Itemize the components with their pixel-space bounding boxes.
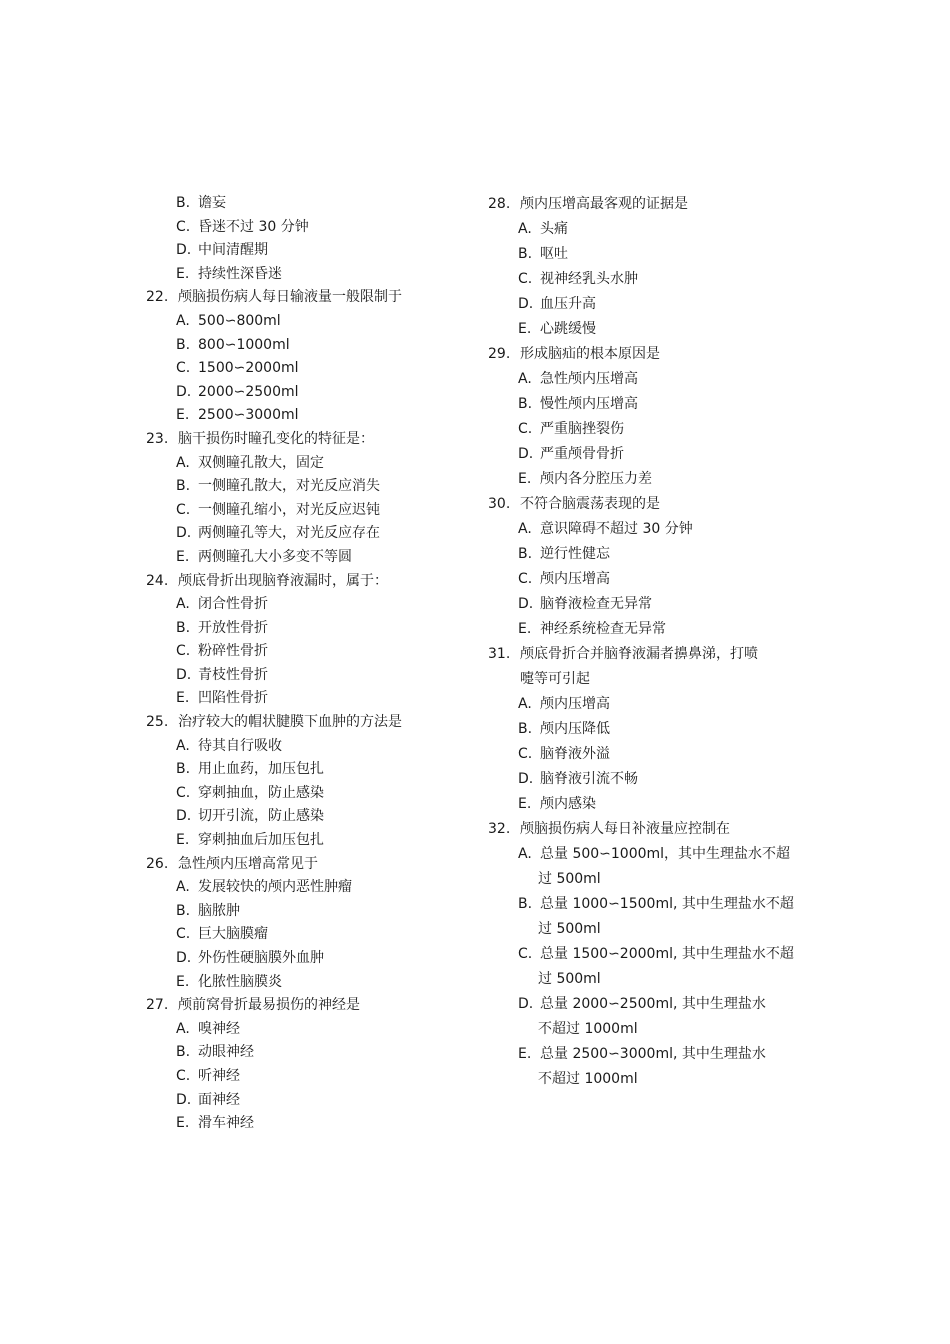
answer-option bbox=[146, 522, 466, 546]
option-letter: B. bbox=[176, 761, 191, 778]
question-number: 30. bbox=[488, 496, 511, 512]
answer-option bbox=[488, 792, 808, 817]
question-stem bbox=[488, 492, 808, 517]
question-text: 不符合脑震荡表现的是 bbox=[520, 496, 660, 512]
answer-option bbox=[146, 1041, 466, 1065]
option-letter: E. bbox=[518, 321, 532, 337]
answer-option bbox=[146, 216, 466, 240]
option-text: 滑车神经 bbox=[198, 1115, 254, 1132]
question-stem bbox=[146, 994, 466, 1018]
answer-option bbox=[146, 971, 466, 995]
option-text: 颅内各分腔压力差 bbox=[540, 471, 652, 487]
question-text: 颅内压增高最客观的证据是 bbox=[520, 196, 688, 212]
answer-option bbox=[146, 782, 466, 806]
option-letter: C. bbox=[176, 501, 191, 518]
answer-option bbox=[488, 317, 808, 342]
answer-option bbox=[488, 267, 808, 292]
option-letter: A. bbox=[176, 879, 190, 896]
option-text: 面神经 bbox=[198, 1091, 240, 1108]
question-number: 32. bbox=[488, 821, 511, 837]
option-letter: D. bbox=[518, 996, 534, 1012]
question-text: 形成脑疝的根本原因是 bbox=[520, 346, 660, 362]
option-text: 切开引流，防止感染 bbox=[198, 808, 324, 825]
answer-option bbox=[488, 592, 808, 617]
option-text: 谵妄 bbox=[198, 195, 226, 211]
answer-option bbox=[146, 593, 466, 617]
option-text: 粉碎性骨折 bbox=[198, 643, 268, 660]
option-text: 急性颅内压增高 bbox=[540, 371, 638, 387]
option-text: 脑脓肿 bbox=[198, 902, 240, 919]
answer-option bbox=[146, 475, 466, 499]
option-text: 2500∽3000ml bbox=[198, 407, 299, 424]
option-letter: E. bbox=[176, 690, 190, 707]
answer-option bbox=[488, 1042, 808, 1067]
option-text: 外伤性硬脑膜外血肿 bbox=[198, 950, 324, 966]
answer-option bbox=[488, 992, 808, 1017]
option-letter: D. bbox=[518, 771, 534, 787]
answer-option bbox=[488, 517, 808, 542]
question-text-continuation: 嚏等可引起 bbox=[520, 671, 590, 687]
option-letter: A. bbox=[518, 221, 532, 237]
option-letter: A. bbox=[176, 1020, 190, 1037]
question-text: 急性颅内压增高常见于 bbox=[178, 855, 318, 872]
option-letter: C. bbox=[518, 571, 533, 587]
answer-option bbox=[146, 876, 466, 900]
option-letter: D. bbox=[176, 525, 192, 542]
left-column bbox=[146, 192, 466, 1136]
answer-option bbox=[146, 829, 466, 853]
option-letter: E. bbox=[176, 973, 190, 990]
option-letter: E. bbox=[518, 796, 532, 812]
option-text: 严重颅骨骨折 bbox=[540, 446, 624, 462]
question-number: 23. bbox=[146, 430, 169, 447]
option-text: 中间清醒期 bbox=[198, 242, 268, 259]
answer-option bbox=[488, 892, 808, 917]
answer-option bbox=[146, 805, 466, 829]
question-number: 28. bbox=[488, 196, 511, 212]
option-letter: E. bbox=[518, 471, 532, 487]
answer-option bbox=[146, 334, 466, 358]
question-text: 颅底骨折合并脑脊液漏者擤鼻涕，打喷 bbox=[520, 646, 758, 662]
option-letter: A. bbox=[518, 371, 532, 387]
option-letter: A. bbox=[176, 312, 190, 329]
question-number: 25. bbox=[146, 714, 169, 731]
option-text: 严重脑挫裂伤 bbox=[540, 421, 624, 437]
option-letter: E. bbox=[176, 1115, 190, 1132]
answer-option bbox=[488, 467, 808, 492]
option-text: 颅内压降低 bbox=[540, 721, 610, 737]
option-letter: C. bbox=[176, 218, 191, 235]
question-text: 颅脑损伤病人每日补液量应控制在 bbox=[520, 821, 730, 837]
option-text: 2000∽2500ml bbox=[198, 383, 299, 400]
option-text: 双侧瞳孔散大，固定 bbox=[198, 454, 324, 471]
option-text: 脑脊液检查无异常 bbox=[540, 596, 652, 612]
question-stem bbox=[488, 342, 808, 367]
answer-option bbox=[488, 942, 808, 967]
question-stem bbox=[488, 817, 808, 842]
answer-option bbox=[488, 717, 808, 742]
question-stem bbox=[146, 428, 466, 452]
answer-option bbox=[488, 242, 808, 267]
question-text: 治疗较大的帽状腱膜下血肿的方法是 bbox=[178, 714, 402, 731]
answer-option bbox=[146, 1018, 466, 1042]
answer-option bbox=[146, 1089, 466, 1113]
option-text: 总量 1500∽2000ml, 其中生理盐水不超 bbox=[540, 946, 794, 962]
option-letter: D. bbox=[518, 446, 534, 462]
option-text-continuation: 过 500ml bbox=[538, 871, 601, 887]
option-letter: A. bbox=[176, 454, 190, 471]
question-stem bbox=[146, 853, 466, 877]
option-text: 穿刺抽血，防止感染 bbox=[198, 784, 324, 801]
option-text: 化脓性脑膜炎 bbox=[198, 973, 282, 990]
option-text: 视神经乳头水肿 bbox=[540, 271, 638, 287]
option-text: 脑脊液外溢 bbox=[540, 746, 610, 762]
option-letter: B. bbox=[176, 478, 191, 495]
option-letter: C. bbox=[518, 746, 533, 762]
option-text: 开放性骨折 bbox=[198, 619, 268, 636]
option-letter: C. bbox=[176, 360, 191, 377]
option-text: 用止血药，加压包扎 bbox=[198, 761, 324, 778]
option-text: 血压升高 bbox=[540, 296, 596, 312]
option-text-continuation: 过 500ml bbox=[538, 971, 601, 987]
option-letter: B. bbox=[518, 396, 533, 412]
option-text: 发展较快的颅内恶性肿瘤 bbox=[198, 879, 352, 896]
answer-option bbox=[146, 1065, 466, 1089]
option-letter: C. bbox=[176, 643, 191, 660]
question-stem bbox=[488, 642, 808, 667]
option-text: 总量 500∽1000ml，其中生理盐水不超 bbox=[540, 846, 791, 862]
option-text: 听神经 bbox=[198, 1067, 240, 1084]
answer-option bbox=[488, 617, 808, 642]
answer-option bbox=[488, 367, 808, 392]
option-text: 凹陷性骨折 bbox=[198, 690, 268, 707]
option-letter: D. bbox=[176, 666, 192, 683]
option-text: 呕吐 bbox=[540, 246, 568, 262]
question-number: 31. bbox=[488, 646, 511, 662]
option-text-continuation: 不超过 1000ml bbox=[538, 1021, 638, 1037]
option-text: 颅内压增高 bbox=[540, 571, 610, 587]
option-letter: C. bbox=[176, 926, 191, 943]
answer-option bbox=[488, 692, 808, 717]
answer-option bbox=[146, 1112, 466, 1136]
answer-option bbox=[488, 217, 808, 242]
option-text: 嗅神经 bbox=[198, 1020, 240, 1037]
option-letter: A. bbox=[518, 521, 532, 537]
answer-option bbox=[146, 239, 466, 263]
option-text: 1500∽2000ml bbox=[198, 360, 299, 377]
right-column bbox=[488, 192, 808, 1092]
option-letter: B. bbox=[176, 195, 191, 211]
option-letter: C. bbox=[518, 421, 533, 437]
option-text: 神经系统检查无异常 bbox=[540, 621, 666, 637]
answer-option bbox=[488, 292, 808, 317]
question-number: 22. bbox=[146, 289, 169, 306]
option-text: 意识障碍不超过 30 分钟 bbox=[540, 521, 693, 537]
answer-option bbox=[488, 742, 808, 767]
question-text: 颅前窝骨折最易损伤的神经是 bbox=[178, 997, 360, 1014]
option-letter: E. bbox=[518, 621, 532, 637]
question-number: 29. bbox=[488, 346, 511, 362]
option-text: 心跳缓慢 bbox=[540, 321, 596, 337]
option-text: 头痛 bbox=[540, 221, 568, 237]
option-letter: A. bbox=[176, 596, 190, 613]
option-letter: E. bbox=[176, 407, 190, 424]
answer-option bbox=[146, 546, 466, 570]
option-letter: C. bbox=[518, 946, 533, 962]
option-letter: C. bbox=[176, 784, 191, 801]
question-number: 26. bbox=[146, 855, 169, 872]
answer-option bbox=[146, 617, 466, 641]
answer-option bbox=[146, 381, 466, 405]
answer-option bbox=[146, 357, 466, 381]
option-letter: C. bbox=[176, 1067, 191, 1084]
answer-option bbox=[146, 947, 466, 971]
answer-option bbox=[146, 687, 466, 711]
answer-option bbox=[146, 758, 466, 782]
answer-option bbox=[146, 735, 466, 759]
answer-option bbox=[146, 664, 466, 688]
answer-option bbox=[488, 842, 808, 867]
answer-option bbox=[146, 452, 466, 476]
option-letter: B. bbox=[518, 246, 533, 262]
option-letter: D. bbox=[176, 242, 192, 259]
option-letter: D. bbox=[176, 1091, 192, 1108]
answer-option bbox=[146, 404, 466, 428]
option-text: 闭合性骨折 bbox=[198, 596, 268, 613]
question-stem bbox=[488, 192, 808, 217]
option-text: 逆行性健忘 bbox=[540, 546, 610, 562]
option-text: 巨大脑膜瘤 bbox=[198, 926, 268, 943]
question-stem bbox=[146, 711, 466, 735]
option-letter: E. bbox=[518, 1046, 532, 1062]
answer-option bbox=[146, 640, 466, 664]
option-letter: E. bbox=[176, 265, 190, 282]
answer-option bbox=[488, 767, 808, 792]
option-letter: B. bbox=[518, 546, 533, 562]
answer-option bbox=[146, 192, 466, 216]
option-letter: D. bbox=[518, 296, 534, 312]
option-text: 颅内压增高 bbox=[540, 696, 610, 712]
option-letter: A. bbox=[518, 696, 532, 712]
option-text: 青枝性骨折 bbox=[198, 666, 268, 683]
question-text: 颅底骨折出现脑脊液漏时，属于： bbox=[178, 572, 388, 589]
option-text: 总量 1000∽1500ml, 其中生理盐水不超 bbox=[540, 896, 794, 912]
option-text: 500∽800ml bbox=[198, 312, 281, 329]
answer-option bbox=[488, 417, 808, 442]
option-letter: D. bbox=[518, 596, 534, 612]
option-text: 待其自行吸收 bbox=[198, 737, 282, 754]
answer-option bbox=[488, 567, 808, 592]
option-text: 一侧瞳孔散大，对光反应消失 bbox=[198, 478, 380, 495]
option-letter: B. bbox=[176, 619, 191, 636]
answer-option bbox=[146, 499, 466, 523]
answer-option bbox=[146, 263, 466, 287]
question-stem bbox=[146, 286, 466, 310]
option-letter: A. bbox=[176, 737, 190, 754]
option-letter: C. bbox=[518, 271, 533, 287]
answer-option bbox=[146, 900, 466, 924]
option-letter: D. bbox=[176, 950, 192, 966]
option-letter: A. bbox=[518, 846, 532, 862]
option-text: 脑脊液引流不畅 bbox=[540, 771, 638, 787]
option-text: 800∽1000ml bbox=[198, 336, 290, 353]
option-letter: D. bbox=[176, 808, 192, 825]
option-letter: B. bbox=[518, 896, 533, 912]
option-letter: B. bbox=[518, 721, 533, 737]
question-text: 颅脑损伤病人每日输液量一般限制于 bbox=[178, 289, 402, 306]
option-text: 昏迷不过 30 分钟 bbox=[198, 218, 309, 235]
option-letter: D. bbox=[176, 383, 192, 400]
option-letter: B. bbox=[176, 902, 191, 919]
question-number: 27. bbox=[146, 997, 169, 1014]
option-text: 颅内感染 bbox=[540, 796, 596, 812]
question-text: 脑干损伤时瞳孔变化的特征是： bbox=[178, 430, 374, 447]
answer-option bbox=[488, 542, 808, 567]
option-text-continuation: 不超过 1000ml bbox=[538, 1071, 638, 1087]
option-text: 两侧瞳孔大小多变不等圆 bbox=[198, 548, 352, 565]
option-letter: B. bbox=[176, 336, 191, 353]
option-text-continuation: 过 500ml bbox=[538, 921, 601, 937]
answer-option bbox=[488, 442, 808, 467]
option-text: 总量 2000∽2500ml, 其中生理盐水 bbox=[540, 996, 766, 1012]
option-text: 总量 2500∽3000ml, 其中生理盐水 bbox=[540, 1046, 766, 1062]
option-text: 一侧瞳孔缩小，对光反应迟钝 bbox=[198, 501, 380, 518]
option-text: 穿刺抽血后加压包扎 bbox=[198, 832, 324, 849]
question-stem bbox=[146, 570, 466, 594]
option-letter: E. bbox=[176, 548, 190, 565]
option-text: 持续性深昏迷 bbox=[198, 265, 282, 282]
answer-option bbox=[146, 310, 466, 334]
option-text: 慢性颅内压增高 bbox=[540, 396, 638, 412]
answer-option bbox=[488, 392, 808, 417]
option-text: 两侧瞳孔等大，对光反应存在 bbox=[198, 525, 380, 542]
question-number: 24. bbox=[146, 572, 169, 589]
option-letter: B. bbox=[176, 1044, 191, 1061]
option-letter: E. bbox=[176, 832, 190, 849]
option-text: 动眼神经 bbox=[198, 1044, 254, 1061]
answer-option bbox=[146, 923, 466, 947]
